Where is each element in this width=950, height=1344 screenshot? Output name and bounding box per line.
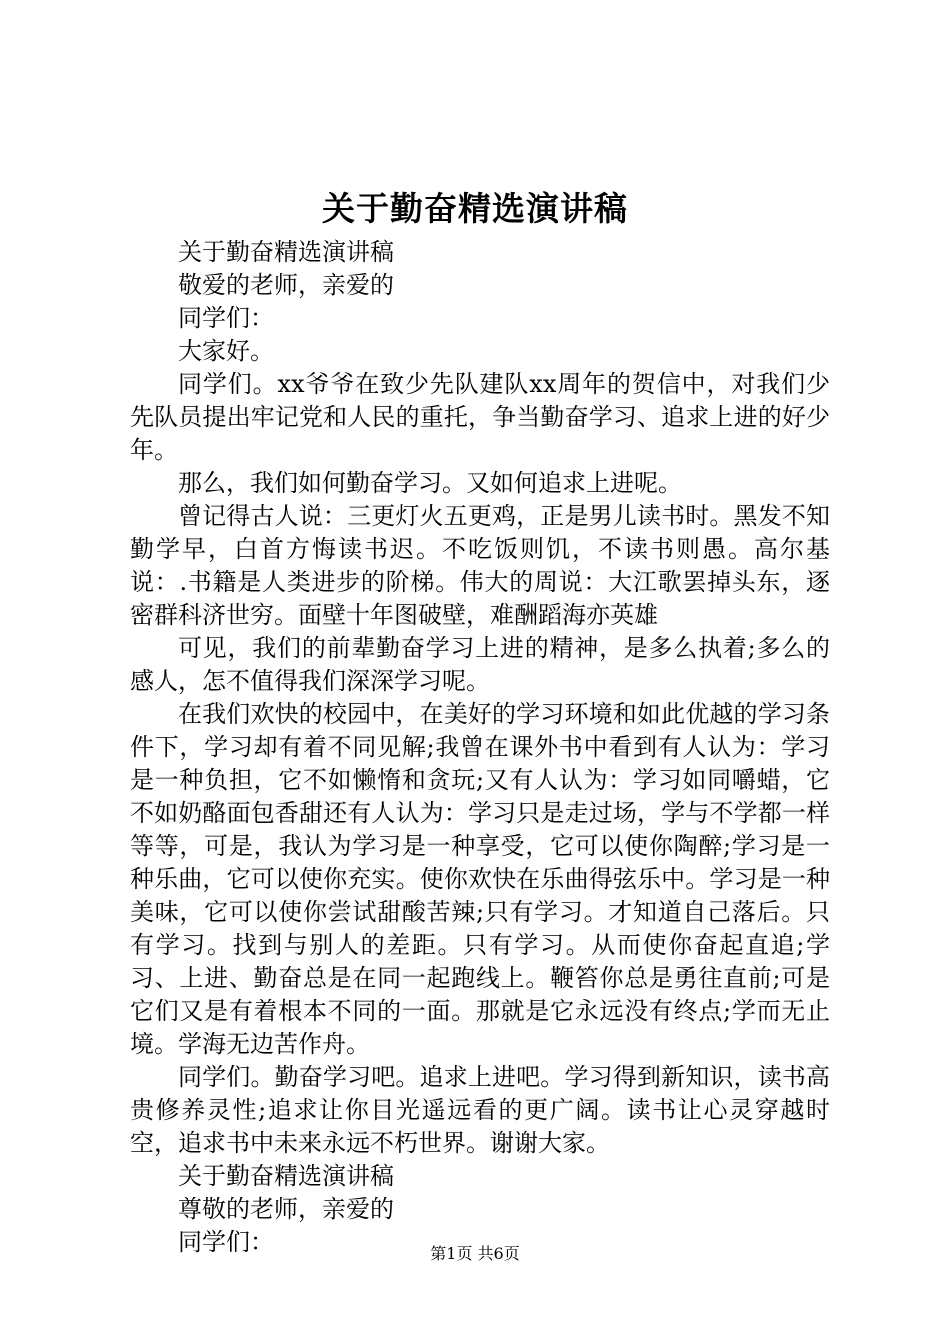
- paragraph: 关于勤奋精选演讲稿: [178, 238, 394, 266]
- document-title: 关于勤奋精选演讲稿: [322, 189, 628, 228]
- paragraph: 可见，我们的前辈勤奋学习上进的精神，是多么执着;多么的感人，怎不值得我们深深学习呢。: [130, 634, 830, 695]
- paragraph: 同学们：: [178, 304, 274, 332]
- paragraph: 那么，我们如何勤奋学习。又如何追求上进呢。: [178, 469, 682, 497]
- document-body: [130, 236, 830, 1259]
- paragraph: 同学们。勤奋学习吧。追求上进吧。学习得到新知识，读书高贵修养灵性;追求让你目光遥远看的更广阔。读书让心灵穿越时空，追求书中未来永远不朽世界。谢谢大家。: [130, 1063, 830, 1157]
- page-number-footer: 第1页 共6页: [430, 1244, 520, 1263]
- paragraph: 敬爱的老师，亲爱的: [178, 271, 394, 299]
- paragraph: 大家好。: [178, 337, 274, 365]
- paragraph: 同学们。xx爷爷在致少先队建队xx周年的贺信中，对我们少先队员提出牢记党和人民的重托，争当勤奋学习、追求上进的好少年。: [130, 370, 830, 464]
- paragraph: 同学们：: [178, 1228, 274, 1256]
- paragraph: 尊敬的老师，亲爱的: [178, 1195, 394, 1223]
- paragraph: 在我们欢快的校园中，在美好的学习环境和如此优越的学习条件下，学习却有着不同见解;我曾在课外书中看到有人认为：学习是一种负担，它不如懒惰和贪玩;又有人认为：学习如同嚼蜡，它不如奶酪面包香甜还有人认为：学习只是走过场，学与不学都一样等等，可是，我认为学习是一种享受，它可以使你陶醉;学习是一种乐曲，它可以使你充实。使你欢快在乐曲得弦乐中。学习是一种美味，它可以使你尝试甜酸苦辣;只有学习。才知道自己落后。只有学习。找到与别人的差距。只有学习。从而使你奋起直追;学习、上进、勤奋总是在同一起跑线上。鞭笞你总是勇往直前;可是它们又是有着根本不同的一面。那就是它永远没有终点;学而无止境。学海无边苦作舟。: [130, 700, 830, 1058]
- paragraph: 曾记得古人说：三更灯火五更鸡，正是男儿读书时。黑发不知勤学早，白首方悔读书迟。不吃饭则饥，不读书则愚。高尔基说：.书籍是人类进步的阶梯。伟大的周说：大江歌罢掉头东，逐密群科济世穷。面壁十年图破壁，难酬蹈海亦英雄: [130, 502, 830, 629]
- paragraph: 关于勤奋精选演讲稿: [178, 1162, 394, 1190]
